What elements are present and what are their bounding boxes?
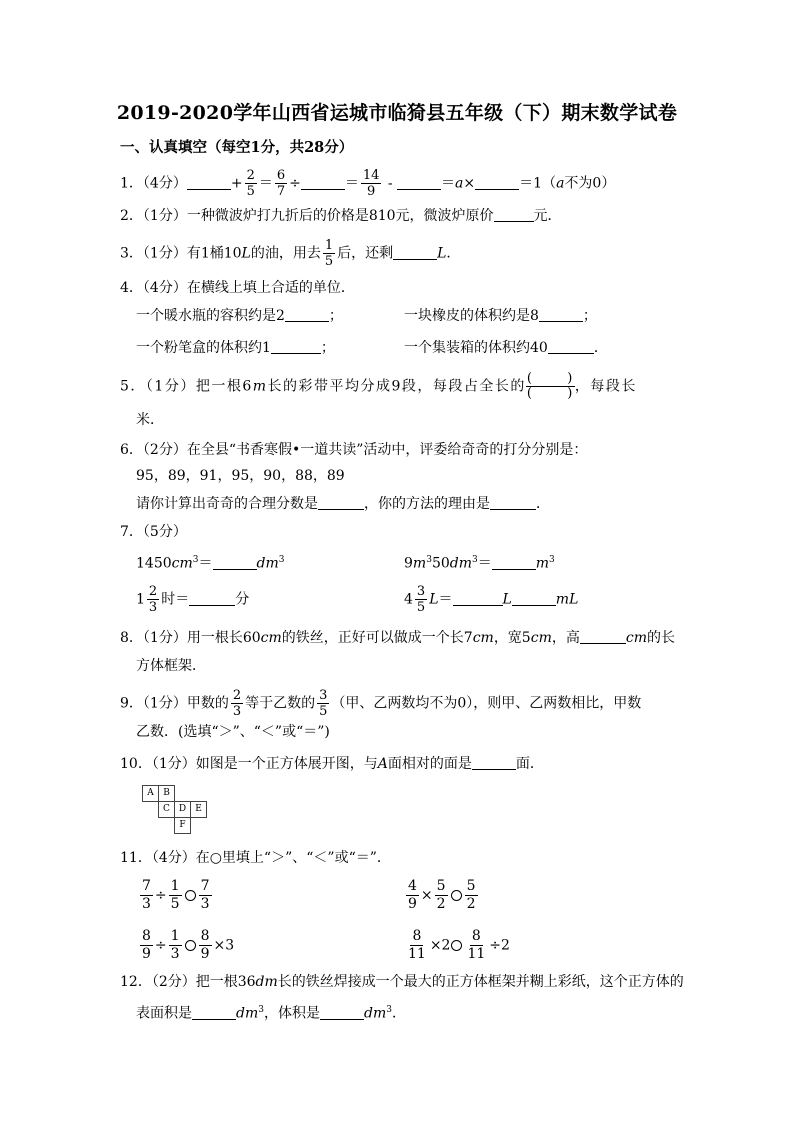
q6-scores: 95，89，91，95，90，88，89: [136, 468, 345, 484]
question-1: [120, 168, 615, 199]
q7-text: 1450: [136, 555, 172, 572]
denominator: 5: [416, 600, 426, 615]
fraction: [231, 688, 243, 719]
fraction: [199, 928, 212, 963]
denominator: 2: [466, 896, 476, 912]
q11-item-c: [138, 928, 234, 963]
numerator: 7: [142, 878, 151, 894]
denominator: 3: [148, 600, 158, 615]
numerator: 1: [170, 878, 180, 894]
q1-plus: +: [230, 175, 243, 192]
question-12: [120, 972, 684, 992]
compare-circle[interactable]: [451, 940, 462, 951]
operator: ÷: [154, 937, 167, 954]
q4-item-d: [404, 338, 608, 358]
superscript: 3: [386, 1005, 392, 1015]
q4-text: 一个集装箱的体积约40: [404, 340, 548, 356]
q12-text: 表面积是: [136, 1005, 192, 1022]
numerator: 6: [276, 168, 286, 183]
denominator: 5: [319, 704, 328, 719]
superscript: 3: [278, 555, 285, 565]
q1-div: ÷: [289, 175, 301, 192]
numerator: 5: [466, 878, 476, 894]
q7-text: 分: [235, 591, 250, 608]
question-5: [120, 372, 637, 401]
net-cell-c: C: [158, 801, 175, 818]
denominator: 3: [200, 896, 210, 912]
punct: ．: [593, 340, 608, 356]
q4-text: 一个暖水瓶的容积约是2: [136, 308, 285, 324]
section-heading: 一、认真填空（每空1分，共28分）: [120, 139, 354, 156]
q6-text: ，你的方法的理由是: [364, 496, 490, 512]
superscript: 3: [472, 555, 478, 565]
question-3: [120, 238, 460, 269]
denominator: 5: [246, 184, 255, 199]
q12-text: 长的铁丝焊接成一个最大的正方体框架并糊上彩纸，这个正方体的: [277, 974, 684, 990]
face-a: A: [377, 756, 388, 772]
q5-text: 5．（1分）把一根6: [120, 378, 253, 395]
net-cell-b: B: [158, 785, 175, 802]
q5-text: ，每段长: [574, 378, 637, 395]
q9-text: （甲、乙两数均不为0），则甲、乙两数相比，甲数: [331, 695, 642, 712]
unit-m: m: [412, 555, 427, 572]
question-11: 11．（4分）在○里填上“＞”、“＜”或“＝”．: [120, 850, 391, 866]
punct: ．: [536, 496, 550, 512]
punct: ；: [320, 340, 335, 356]
unit-cm: cm: [472, 630, 494, 646]
q4-item-c: [136, 338, 335, 358]
unit-dm: dm: [236, 1005, 259, 1022]
eq: ＝: [198, 555, 213, 572]
q8-text: 8．（1分）用一根长60: [120, 630, 261, 646]
q1-eq: ＝: [441, 175, 456, 192]
operator: ×3: [213, 937, 235, 954]
superscript: 3: [192, 555, 199, 565]
compare-circle[interactable]: [451, 890, 462, 901]
unit-cm: cm: [625, 630, 647, 646]
denominator: 11: [408, 946, 426, 962]
q8-text: 的铁丝，正好可以做成一个长7: [281, 630, 473, 646]
blank[interactable]: [548, 339, 594, 354]
fraction: [361, 168, 382, 199]
punct: ；: [582, 308, 597, 324]
eq: ＝: [477, 555, 492, 572]
q12-text: ，体积是: [263, 1005, 320, 1022]
q2-text: 2．（1分）一种微波炉打九折后的价格是810元，微波炉原价: [120, 208, 494, 224]
question-4: 4．（4分）在横线上填上合适的单位．: [120, 280, 355, 296]
blank[interactable]: [492, 555, 536, 570]
unit-ml: mL: [555, 591, 579, 608]
unit-l: L: [429, 591, 439, 608]
fraction: [465, 878, 478, 913]
denominator: 5: [324, 254, 334, 269]
q9-line2: 乙数．(选填“＞”、“＜”或“＝”): [136, 724, 330, 740]
operator: ×: [420, 887, 433, 904]
q7-item-b: [404, 550, 555, 574]
q1-label: 1．（4分）: [120, 175, 187, 192]
fraction: [317, 688, 329, 719]
q7-item-a: [136, 550, 284, 574]
numerator: 1: [324, 238, 334, 253]
q12-text: 12．（2分）把一根36: [120, 974, 256, 990]
q12-line2: [136, 1000, 406, 1024]
unit-cm: cm: [530, 630, 552, 646]
fraction: [169, 928, 182, 963]
q4-text: 一块橡皮的体积约是8: [404, 308, 539, 324]
denominator: 9: [408, 896, 417, 912]
denominator: 3: [142, 896, 151, 912]
punct: ．: [391, 1005, 406, 1022]
q9-text: 9．（1分）甲数的: [120, 695, 229, 712]
fraction: [245, 168, 257, 199]
compare-circle[interactable]: [185, 890, 196, 901]
q5-text: 长的彩带平均分成9段，每段占全长的: [267, 378, 526, 395]
question-9: [120, 688, 641, 719]
numerator: 8: [471, 928, 481, 944]
q1-minus: -: [383, 175, 398, 192]
blank[interactable]: [539, 307, 583, 322]
blank[interactable]: [490, 495, 536, 510]
numerator: 2: [148, 584, 158, 599]
fraction: [275, 168, 287, 199]
numerator: 14: [362, 168, 380, 183]
q1-var: a: [556, 175, 565, 192]
q3-text: 的油，用去: [250, 245, 321, 262]
net-cell-f: F: [174, 817, 191, 834]
fraction: [169, 878, 182, 913]
q7-text: 1: [136, 591, 145, 608]
q7-text: 时＝: [161, 591, 190, 608]
numerator: 2: [246, 168, 255, 183]
blank[interactable]: [320, 1005, 364, 1020]
q6-text: 请你计算出奇奇的合理分数是: [136, 496, 318, 512]
operator: ÷2: [489, 937, 510, 954]
punct: ；: [328, 308, 343, 324]
blank[interactable]: [301, 175, 345, 190]
net-cell-a: A: [142, 785, 159, 802]
numerator: 5: [436, 878, 446, 894]
q6-prompt: [136, 494, 550, 514]
q11-item-b: [404, 878, 480, 913]
q9-text: 等于乙数的: [245, 695, 316, 712]
q1-eq: ＝: [258, 175, 273, 192]
numerator: 3: [416, 584, 426, 599]
q1-tail: 不为0）: [564, 175, 616, 192]
fraction: [147, 584, 159, 615]
blank[interactable]: [397, 175, 441, 190]
q7-text: 4: [404, 591, 413, 608]
q1-times: ×: [463, 175, 476, 192]
blank[interactable]: [271, 339, 321, 354]
fraction: [415, 584, 427, 615]
numerator: 3: [319, 688, 328, 703]
q10-text: 面．: [515, 756, 544, 772]
q8-text: ，宽5: [493, 630, 531, 646]
net-cell-d: D: [174, 801, 191, 818]
denominator: 2: [436, 896, 446, 912]
question-2: [120, 206, 562, 226]
blank[interactable]: [580, 629, 626, 644]
blank[interactable]: [189, 591, 235, 606]
fraction: [140, 878, 153, 913]
denominator: 3: [170, 946, 180, 962]
operator: ×2: [429, 937, 451, 954]
unit-dm: dm: [255, 974, 278, 990]
unit-cm: cm: [260, 630, 282, 646]
q3-text: 后，还剩: [337, 245, 394, 262]
answer-fraction[interactable]: $\frac{( )}{( )}$: [526, 371, 574, 401]
blank[interactable]: [318, 495, 364, 510]
q5-text: 米．: [136, 412, 164, 428]
q8-line2: 方体框架．: [136, 658, 206, 674]
question-8: [120, 628, 675, 648]
unit-l: L: [241, 245, 251, 262]
superscript: 3: [549, 555, 555, 565]
q1-eq: ＝1（: [519, 175, 557, 192]
unit-dm: dm: [449, 555, 473, 572]
q4-item-a: [136, 306, 343, 326]
numerator: 7: [200, 878, 210, 894]
denominator: 9: [142, 946, 151, 962]
superscript: 3: [258, 1005, 264, 1015]
unit-cm: cm: [171, 555, 193, 572]
numerator: 8: [200, 928, 210, 944]
q8-text: 的长: [646, 630, 675, 646]
fraction: [465, 928, 487, 963]
q10-text: 面相对的面是: [387, 756, 472, 772]
fraction: [323, 238, 335, 269]
blank[interactable]: [475, 175, 519, 190]
q7-text: 50: [431, 555, 450, 572]
q8-text: ，高: [551, 630, 580, 646]
blank[interactable]: [187, 175, 231, 190]
unit-l: L: [437, 245, 447, 262]
fraction: [140, 928, 153, 963]
superscript: 3: [426, 555, 432, 565]
numerator: 8: [142, 928, 151, 944]
numerator: 8: [412, 928, 422, 944]
numerator: 4: [408, 878, 417, 894]
fraction: [199, 878, 212, 913]
q10-text: 10．（1分）如图是一个正方体展开图，与: [120, 756, 378, 772]
denominator: 9: [200, 946, 210, 962]
denominator: 7: [276, 184, 286, 199]
numerator: 1: [170, 928, 180, 944]
q2-unit: 元．: [533, 208, 562, 224]
denominator: 11: [467, 946, 486, 962]
denominator: 3: [232, 704, 242, 719]
q11-item-a: [138, 878, 214, 913]
q7-item-d: [404, 584, 578, 615]
q1-eq: ＝: [344, 175, 359, 192]
q3-end: ．: [446, 245, 461, 262]
blank[interactable]: [494, 207, 534, 222]
compare-circle[interactable]: [185, 940, 196, 951]
blank[interactable]: [192, 1005, 236, 1020]
q4-item-b: [404, 306, 597, 326]
fraction: [406, 928, 428, 963]
denominator: 9: [366, 184, 376, 199]
blank[interactable]: [512, 591, 556, 606]
q3-text: 3．（1分）有1桶10: [120, 245, 242, 262]
unit-m: m: [535, 555, 550, 572]
q4-text: 一个粉笔盒的体积约1: [136, 340, 271, 356]
q11-item-d: [404, 928, 510, 963]
blank[interactable]: [453, 591, 503, 606]
net-cell-e: E: [190, 801, 207, 818]
question-7: 7．（5分）: [120, 524, 187, 540]
blank[interactable]: [213, 555, 257, 570]
blank[interactable]: [285, 307, 329, 322]
q5-line2: [136, 410, 164, 430]
fraction: [406, 878, 419, 913]
question-6: 6．（2分）在全县“书香寒假•一道共读”活动中，评委给奇奇的打分分别是：: [120, 442, 588, 458]
unit-dm: dm: [363, 1005, 387, 1022]
unit-m: m: [252, 378, 268, 395]
q7-text: 9: [404, 555, 413, 572]
blank[interactable]: [393, 245, 437, 260]
question-10: [120, 754, 544, 774]
denominator: 5: [170, 896, 180, 912]
unit-l: L: [502, 591, 512, 608]
page-title: 2019-2020学年山西省运城市临猗县五年级（下）期末数学试卷: [116, 102, 678, 124]
operator: ÷: [154, 887, 167, 904]
fraction: [435, 878, 448, 913]
unit-dm: dm: [256, 555, 279, 572]
q7-item-c: [136, 584, 249, 615]
numerator: 2: [232, 688, 242, 703]
q1-var: a: [455, 175, 464, 192]
eq: ＝: [438, 591, 453, 608]
blank[interactable]: [472, 755, 516, 770]
